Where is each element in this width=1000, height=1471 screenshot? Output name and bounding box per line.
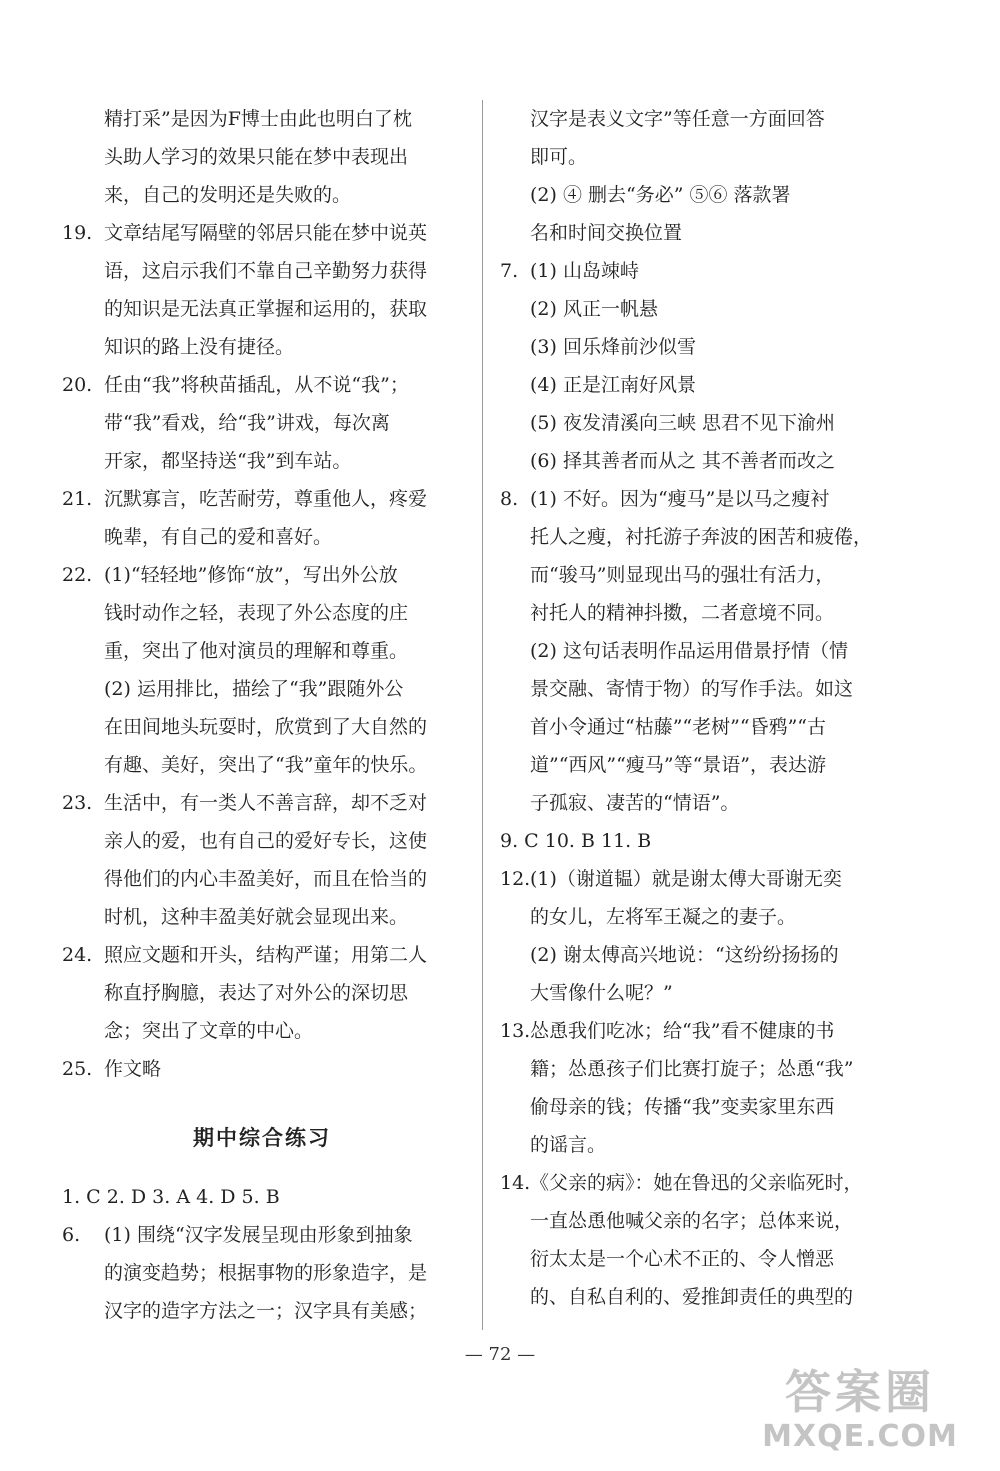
item-text: 念；突出了文章的中心。 [104,1020,314,1042]
text-line [500,708,890,746]
text-line [62,1012,462,1050]
text-line [62,100,462,138]
text-line [500,784,890,822]
text-line [62,1178,462,1216]
item-number: 21. [62,488,93,510]
item-text: 晚辈，有自己的爱和喜好。 [104,526,333,548]
text-line [62,1216,462,1254]
text-line [62,176,462,214]
item-number: 25. [62,1058,93,1080]
text-line [500,518,890,556]
item-text: 亲人的爱，也有自己的爱好专长，这使 [104,830,428,852]
item-text: 即可。 [530,146,588,168]
item-text: 开家，都坚持送“我”到车站。 [104,450,352,472]
item-text: 怂恿我们吃冰；给“我”看不健康的书 [530,1020,835,1042]
text-line [62,442,462,480]
text-line [62,404,462,442]
item-text: 大雪像什么呢？” [530,982,673,1004]
item-number: 12. [500,868,531,890]
text-line [62,518,462,556]
item-text: 任由“我”将秧苗插乱，从不说“我”； [104,374,409,396]
item-text: 重，突出了他对演员的理解和尊重。 [104,640,409,662]
item-text: 子孤寂、凄苦的“情语”。 [530,792,740,814]
item-text: 钱时动作之轻，表现了外公态度的庄 [104,602,409,624]
right-column [500,100,890,1316]
item-text: 照应文题和开头，结构严谨；用第二人 [104,944,428,966]
text-line [500,138,890,176]
text-line [62,936,462,974]
item-text: 有趣、美好，突出了“我”童年的快乐。 [104,754,428,776]
item-text: 时机，这种丰盈美好就会显现出来。 [104,906,409,928]
text-line [500,442,890,480]
item-text: (1) 不好。因为“瘦马”是以马之瘦衬 [530,488,830,510]
text-line [62,670,462,708]
item-text: 托人之瘦，衬托游子奔波的困苦和疲倦， [530,526,873,548]
text-line [500,1126,890,1164]
item-text: 的谣言。 [530,1134,607,1156]
left-column [62,100,462,1330]
text-line [500,822,890,860]
item-text: 而“骏马”则显现出马的强壮有活力， [530,564,835,586]
item-text: 生活中，有一类人不善言辞，却不乏对 [104,792,428,814]
watermark-logo: 答案圈 [785,1365,935,1419]
item-text: 衬托人的精神抖擞，二者意境不同。 [530,602,835,624]
item-text: (2) 风正一帆悬 [530,298,658,320]
text-line [500,974,890,1012]
text-line [62,898,462,936]
item-text: (1)“轻轻地”修饰“放”，写出外公放 [104,564,398,586]
item-text: 首小令通过“枯藤”“老树”“昏鸦”“古 [530,716,826,738]
item-number: 14. [500,1172,531,1194]
item-text: 来，自己的发明还是失败的。 [104,184,352,206]
text-line [500,252,890,290]
text-line [500,328,890,366]
item-text: 9. C 10. B 11. B [500,830,652,852]
text-line [62,632,462,670]
item-number: 13. [500,1020,531,1042]
item-text: (1)（谢道韫）就是谢太傅大哥谢无奕 [530,868,842,890]
text-line [62,556,462,594]
text-line [62,328,462,366]
text-line [500,100,890,138]
item-text: 景交融、寄情于物）的写作手法。如这 [530,678,854,700]
text-line [62,252,462,290]
item-number: 6. [62,1224,81,1246]
item-number: 8. [500,488,519,510]
item-text: 《父亲的病》：她在鲁迅的父亲临死时， [530,1172,863,1194]
text-line [500,936,890,974]
item-number: 19. [62,222,93,244]
text-line [500,404,890,442]
text-line [500,480,890,518]
item-text: 称直抒胸臆，表达了对外公的深切思 [104,982,409,1004]
text-line [62,1254,462,1292]
item-text: 在田间地头玩耍时，欣赏到了大自然的 [104,716,428,738]
item-text: (2) ④ 删去“务必” ⑤⑥ 落款署 [530,184,791,206]
item-text: 作文略 [104,1058,162,1080]
text-line [500,632,890,670]
item-text: 偷母亲的钱；传播“我”变卖家里东西 [530,1096,835,1118]
text-line [500,1278,890,1316]
item-text: 籍；怂恿孩子们比赛打旋子；怂恿“我” [530,1058,854,1080]
watermark-url: MXQE.COM [762,1419,958,1454]
text-line [62,974,462,1012]
item-text: 的知识是无法真正掌握和运用的，获取 [104,298,428,320]
item-text: 知识的路上没有捷径。 [104,336,295,358]
item-number: 23. [62,792,93,814]
text-line [62,1292,462,1330]
text-line [500,898,890,936]
text-line [500,594,890,632]
text-line [62,860,462,898]
item-text: 道”“西风”“瘦马”等“景语”，表达游 [530,754,826,776]
text-line [62,214,462,252]
item-number: 20. [62,374,93,396]
text-line [500,1088,890,1126]
item-text: 的、自私自利的、爱推卸责任的典型的 [530,1286,854,1308]
text-line [500,556,890,594]
text-line [500,1240,890,1278]
item-text: 汉字是表义文字”等任意一方面回答 [530,108,825,130]
item-text: 衍太太是一个心术不正的、令人憎恶 [530,1248,835,1270]
item-text: (1) 围绕“汉字发展呈现由形象到抽象 [104,1224,413,1246]
item-text: 名和时间交换位置 [530,222,683,244]
text-line [500,1050,890,1088]
item-text: (6) 择其善者而从之 其不善者而改之 [530,450,835,472]
item-text: (1) 山岛竦峙 [530,260,639,282]
item-text: 汉字的造字方法之一；汉字具有美感； [104,1300,428,1322]
item-text: (2) 这句话表明作品运用借景抒情（情 [530,640,848,662]
text-line [500,1164,890,1202]
column-divider [482,100,483,1330]
item-text: 1. C 2. D 3. A 4. D 5. B [62,1186,280,1208]
watermark [740,1365,980,1465]
text-line [500,290,890,328]
item-text: (2) 运用排比，描绘了“我”跟随外公 [104,678,404,700]
text-line [62,746,462,784]
text-line [500,670,890,708]
item-text: 语，这启示我们不靠自己辛勤努力获得 [104,260,428,282]
text-line [500,214,890,252]
text-line [500,1012,890,1050]
item-number: 7. [500,260,519,282]
item-text: 头助人学习的效果只能在梦中表现出 [104,146,409,168]
text-line [500,366,890,404]
text-line [500,176,890,214]
text-line [500,746,890,784]
item-text: (2) 谢太傅高兴地说：“这纷纷扬扬的 [530,944,839,966]
item-text: 一直怂恿他喊父亲的名字；总体来说， [530,1210,854,1232]
item-number: 22. [62,564,93,586]
text-line [62,1050,462,1088]
item-text: 文章结尾写隔壁的邻居只能在梦中说英 [104,222,428,244]
item-text: 带“我”看戏，给“我”讲戏，每次离 [104,412,390,434]
text-line [62,784,462,822]
item-text: (4) 正是江南好风景 [530,374,696,396]
page-number: — 72 — [464,1344,536,1365]
item-number: 24. [62,944,93,966]
text-line [62,138,462,176]
item-text: 的演变趋势；根据事物的形象造字，是 [104,1262,428,1284]
item-text: (5) 夜发清溪向三峡 思君不见下渝州 [530,412,835,434]
item-text: 精打采”是因为F博士由此也明白了枕 [104,108,412,130]
text-line [62,366,462,404]
item-text: 的女儿，左将军王凝之的妻子。 [530,906,797,928]
item-text: 得他们的内心丰盈美好，而且在恰当的 [104,868,428,890]
section-heading: 期中综合练习 [193,1126,331,1150]
item-text: 沉默寡言，吃苦耐劳，尊重他人，疼爱 [104,488,428,510]
item-text: (3) 回乐烽前沙似雪 [530,336,696,358]
text-line [62,708,462,746]
text-line [62,480,462,518]
text-line [500,1202,890,1240]
text-line [62,290,462,328]
text-line [62,822,462,860]
text-line [62,594,462,632]
text-line [500,860,890,898]
